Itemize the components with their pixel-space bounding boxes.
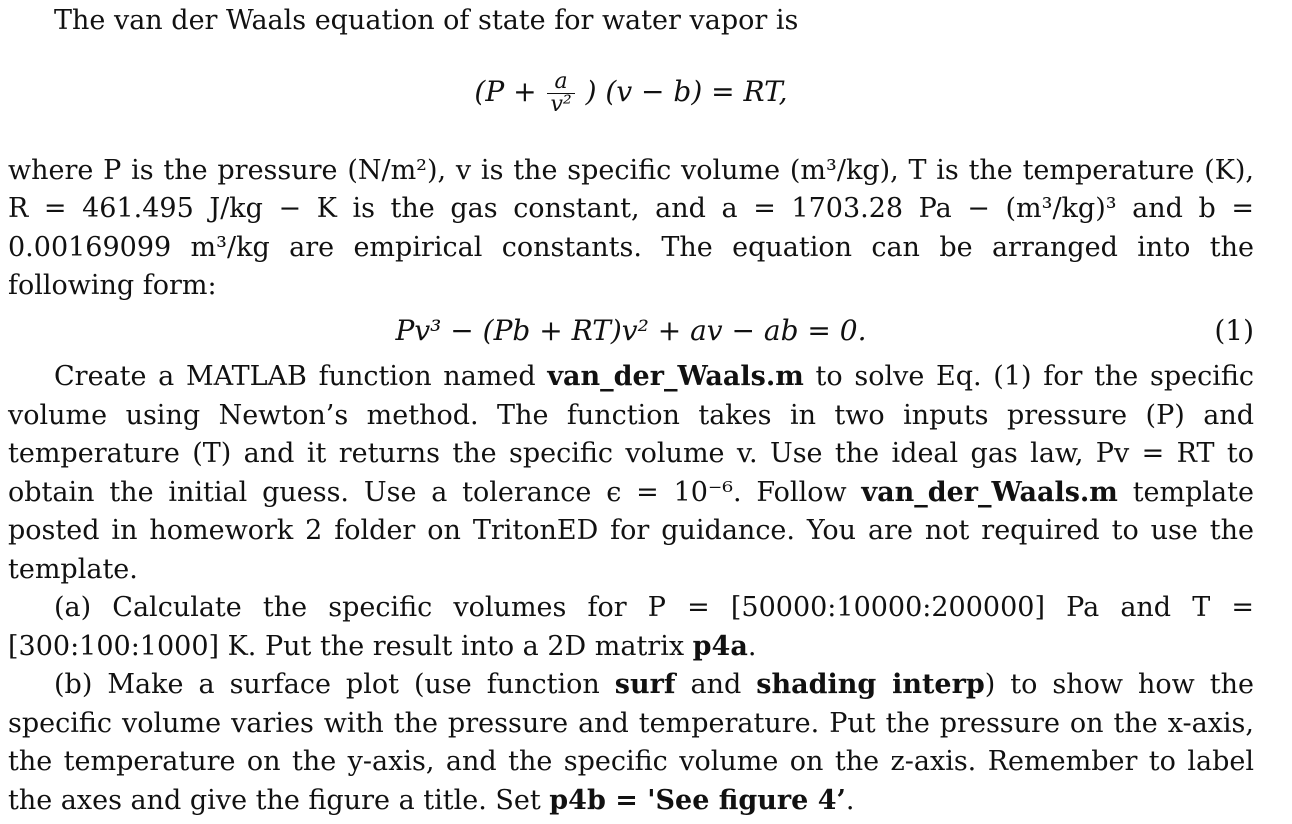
- where-paragraph: where P is the pressure (N/m²), v is the specific volume (m³/kg), T is the temperature (K), R = 461.495 J/kg − K is the gas constant, and a = 1703.28 Pa − (m³/kg)³ and b = 0.00169099 m³/kg are empirical constants. The equation can be arranged into the following form:: [8, 154, 1254, 301]
- part-b-text-3: ) to show how the specific volume varies with the pressure and temperature. Put the pressure on the x-axis, the temperature on the y-axis, and the specific volume on the z-axis. Remember to label the axes and give the figure a title. Set: [8, 669, 1255, 816]
- part-b-text-2: and: [675, 669, 757, 700]
- equation-lead: (P +: [474, 74, 537, 108]
- van-der-waals-equation: [8, 68, 1254, 117]
- create-paragraph: [8, 358, 1254, 589]
- function-name: van_der_Waals.m: [547, 361, 804, 392]
- equation-1-text: Pv³ − (Pb + RT)v² + av − ab = 0.: [395, 313, 867, 347]
- equation-tail: ) (v − b) = RT,: [585, 74, 788, 108]
- intro-text: The van der Waals equation of state for water vapor is: [54, 5, 799, 36]
- template-name: van_der_Waals.m: [861, 476, 1118, 508]
- shading-keyword: shading interp: [756, 669, 985, 700]
- part-a-paragraph: [8, 589, 1254, 666]
- create-text-3: template posted in homework 2 folder on TritonED for guidance. You are not required to use the template.: [8, 476, 1254, 585]
- part-b-paragraph: [8, 666, 1254, 820]
- create-text-2: to solve Eq. (1) for the specific volume using Newton’s method. The function takes in two inputs pressure (P) and temperature (T) and it returns the specific volume v. Use the ideal gas law, Pv = RT to obtain the initial guess. Use a tolerance ϵ = 10⁻⁶. Follow: [8, 361, 1254, 508]
- part-b-text-4: .: [845, 784, 855, 816]
- surf-keyword: surf: [614, 669, 676, 700]
- create-text-1: Create a MATLAB function named: [54, 361, 548, 392]
- equation-1-label: (1): [1214, 313, 1254, 347]
- equation-1: [8, 312, 1254, 351]
- p4b-assignment: p4b = 'See figure 4’: [549, 784, 846, 816]
- part-a-text-2: .: [747, 630, 757, 662]
- document: [8, 2, 1254, 820]
- equation-fraction: [547, 68, 574, 117]
- part-b-text-1: (b) Make a surface plot (use function: [54, 669, 615, 700]
- fraction-numerator: a: [547, 71, 574, 94]
- part-a-text-1: (a) Calculate the specific volumes for P = [50000:10000:200000] Pa and T = [300:100:1000] K. Put the result into a 2D matrix: [8, 592, 1254, 662]
- fraction-denominator: v²: [550, 91, 572, 117]
- part-a-variable: p4a: [692, 630, 748, 662]
